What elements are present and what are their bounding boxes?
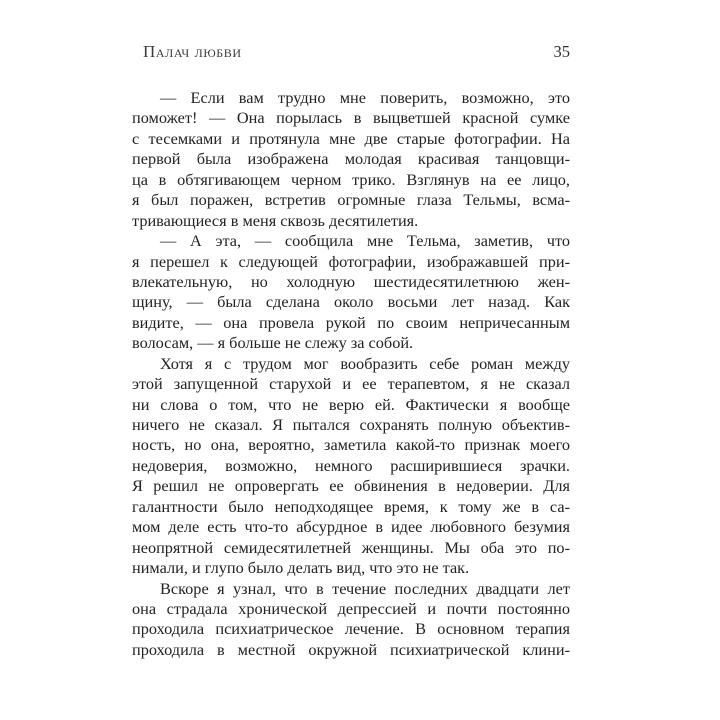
- text-line: Я решил не опровергать ее обвинения в недоверии. Для: [132, 476, 570, 496]
- text-line: ность, но она, вероятно, заметила какой-то признак моего: [132, 435, 570, 455]
- text-line: я перешел к следующей фотографии, изображавшей при-: [132, 251, 570, 271]
- text-line: первой была изображена молодая красивая танцовщи-: [132, 149, 570, 169]
- paragraph-2: [132, 231, 570, 354]
- text-line: этой запущенной старухой и ее терапевтом, я не сказал: [132, 374, 570, 394]
- text-line: поможет! — Она порылась в выцветшей красной сумке: [132, 108, 570, 128]
- paragraph-4: [132, 579, 570, 661]
- text-line: недоверия, возможно, немного расширившиеся зрачки.: [132, 455, 570, 475]
- text-line: Вскоре я узнал, что в течение последних двадцати лет: [160, 578, 570, 598]
- text-line: она страдала хронической депрессией и почти постоянно: [132, 598, 570, 618]
- text-line: ни слова о том, что не верю ей. Фактически я вообще: [132, 394, 570, 414]
- text-line: нимали, и глупо было делать вид, что это не так.: [132, 558, 470, 578]
- text-line: неопрятной семидесятилетней женщины. Мы оба это по-: [132, 537, 570, 557]
- paragraph-1: [132, 88, 570, 231]
- text-line: щину, — была сделана около восьми лет назад. Как: [132, 292, 570, 312]
- text-line: галантности было неподходящее время, к тому же в са-: [132, 496, 570, 516]
- text-line: мом деле есть что-то абсурдное в идее любовного безумия: [132, 517, 570, 537]
- text-line: ничего не сказал. Я пытался сохранять полную объектив-: [132, 415, 570, 434]
- text-line: Хотя я с трудом мог вообразить себе роман между: [160, 353, 570, 373]
- text-line: с тесемками и протянула мне две старые фотографии. На: [132, 128, 570, 148]
- text-line: тривающиеся в меня сквозь десятилетия.: [132, 210, 419, 230]
- page-body: [132, 88, 570, 660]
- text-line: проходила в местной окружной психиатрической клини-: [132, 639, 570, 659]
- running-header: [132, 42, 570, 62]
- text-line: видите, — она провела рукой по своим непричесанным: [132, 312, 570, 332]
- text-line: волосам, — я больше не слежу за собой.: [132, 333, 414, 353]
- paragraph-3: [132, 354, 570, 579]
- running-header-title: Палач любви: [143, 42, 242, 61]
- text-line: влекательную, но холодную шестидесятилетнюю жен-: [132, 271, 570, 291]
- text-line: я был поражен, встретив огромные глаза Тельмы, всма-: [132, 190, 570, 210]
- page-number: 35: [553, 42, 570, 61]
- text-line: проходила психиатрическое лечение. В основном терапия: [132, 619, 570, 639]
- text-line: — Если вам трудно мне поверить, возможно, это: [160, 88, 570, 107]
- text-line: — А эта, — сообщила мне Тельма, заметив, что: [160, 231, 570, 251]
- text-line: ца в обтягивающем черном трико. Взглянув на ее лицо,: [132, 169, 570, 189]
